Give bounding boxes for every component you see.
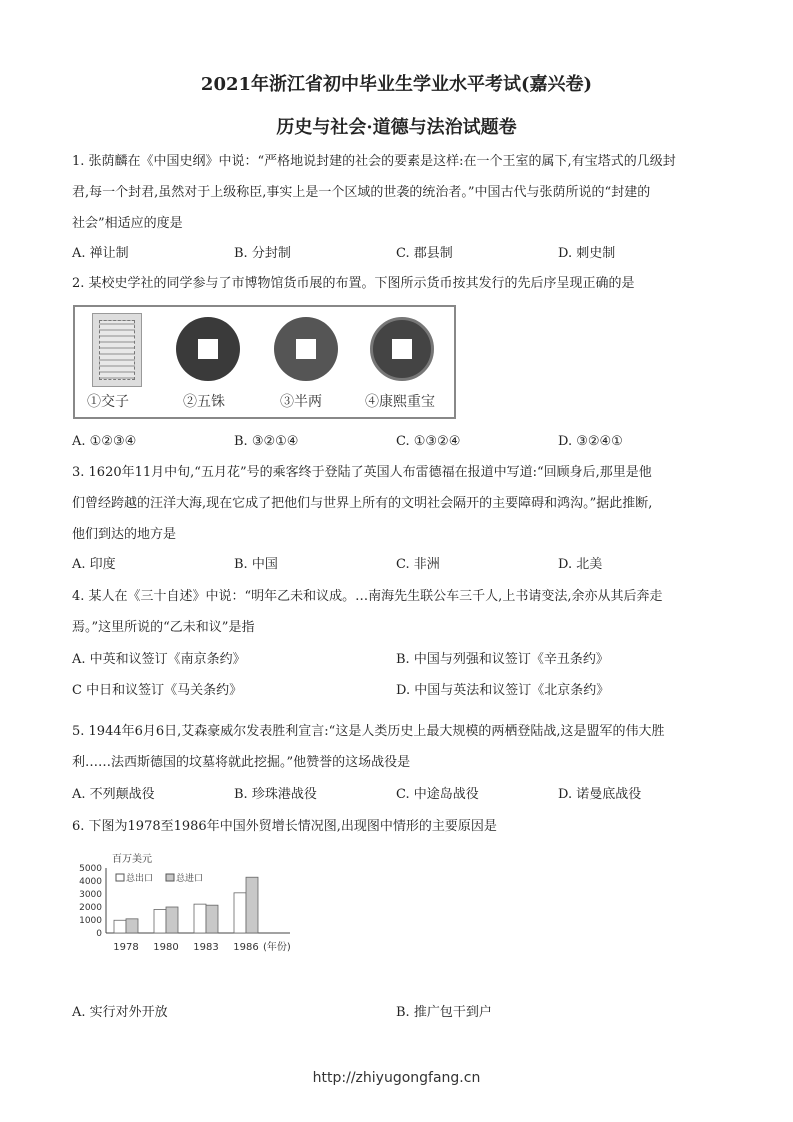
coin-caption-3: ③半两 (280, 394, 322, 410)
q4-option-d: D. 中国与英法和议签订《北京条约》 (396, 683, 610, 698)
q1-option-d: D. 刺史制 (558, 246, 616, 261)
question-6 (72, 811, 728, 842)
bar-export-1986 (234, 893, 246, 933)
question-5-line-1: 5. 1944年6月6日,艾森豪威尔发表胜利宣言:“这是人类历史上最大规模的两栖登陆战,这是盟军的伟大胜 (72, 724, 665, 739)
question-2 (72, 268, 728, 299)
bar-import-1978 (126, 919, 138, 933)
question-4-line-2: 焉。”这里所说的“乙未和议”是指 (72, 620, 255, 635)
bar-export-1978 (114, 920, 126, 933)
bar-import-1986 (246, 877, 258, 933)
q6-option-a: A. 实行对外开放 (72, 1005, 168, 1020)
question-1-line-3: 社会”相适应的度是 (72, 216, 183, 231)
q3-option-d: D. 北美 (558, 557, 603, 572)
q3-option-b: B. 中国 (234, 557, 278, 572)
wuzhu-coin-image (176, 317, 240, 381)
chart-x-axis-label: (年份) (263, 942, 291, 953)
question-3 (72, 457, 728, 550)
q3-option-c: C. 非洲 (396, 557, 440, 572)
question-1 (72, 146, 728, 239)
q2-option-c: C. ①③②④ (396, 434, 461, 449)
kangxi-coin-image (370, 317, 434, 381)
question-3-line-3: 他们到达的地方是 (72, 527, 177, 542)
q4-option-a: A. 中英和议签订《南京条约》 (72, 652, 246, 667)
bar-import-1983 (206, 905, 218, 933)
x-tick-label: 1980 (153, 942, 179, 953)
exam-subtitle: 历史与社会·道德与法治试题卷 (276, 117, 517, 138)
q5-option-c: C. 中途岛战役 (396, 787, 479, 802)
chart-y-axis-label: 百万美元 (112, 854, 152, 865)
q6-option-b: B. 推广包干到户 (396, 1005, 492, 1020)
q1-option-a: A. 禅让制 (72, 246, 129, 261)
q1-option-c: C. 郡县制 (396, 246, 453, 261)
y-tick-label: 3000 (79, 890, 102, 900)
question-3-line-2: 们曾经跨越的汪洋大海,现在它成了把他们与世界上所有的文明社会隔开的主要障碍和鸿沟。”据此推断, (72, 496, 653, 511)
jiaozi-note-image (92, 313, 142, 387)
legend-swatch-import (166, 874, 174, 881)
trade-bar-chart (70, 848, 310, 960)
q5-option-b: B. 珍珠港战役 (234, 787, 317, 802)
legend-swatch-export (116, 874, 124, 881)
question-6-line-1: 6. 下图为1978至1986年中国外贸增长情况图,出现图中情形的主要原因是 (72, 819, 497, 834)
question-4-line-1: 4. 某人在《三十自述》中说：“明年乙未和议成。…南海先生联公车三千人,上书请变法,余亦从其后奔走 (72, 589, 663, 604)
banliang-coin-image (274, 317, 338, 381)
coin-caption-2: ②五铢 (183, 394, 225, 410)
q5-option-d: D. 诺曼底战役 (558, 787, 642, 802)
question-2-line-1: 2. 某校史学社的同学参与了市博物馆货币展的布置。下图所示货币按其发行的先后序呈现正确的是 (72, 276, 635, 291)
q4-option-c: C 中日和议签订《马关条约》 (72, 683, 243, 698)
x-tick-label: 1983 (193, 942, 219, 953)
question-1-line-1: 1. 张荫麟在《中国史纲》中说：“严格地说封建的社会的要素是这样:在一个王室的属下,有宝塔式的几级封 (72, 154, 676, 169)
question-3-line-1: 3. 1620年11月中旬,“五月花”号的乘客终于登陆了英国人布雷德福在报道中写道:“回顾身后,那里是他 (72, 465, 652, 480)
q2-option-b: B. ③②①④ (234, 434, 299, 449)
legend-label-export: 总出口 (126, 874, 154, 884)
q5-option-a: A. 不列颠战役 (72, 787, 155, 802)
question-5 (72, 716, 728, 778)
legend-label-import: 总进口 (176, 874, 204, 884)
footer-url: http://zhiyugongfang.cn (312, 1070, 481, 1086)
coin-figure (73, 305, 456, 419)
y-tick-label: 4000 (79, 877, 102, 887)
x-tick-label: 1986 (233, 942, 259, 953)
coin-caption-4: ④康熙重宝 (365, 394, 435, 410)
q4-option-b: B. 中国与列强和议签订《辛丑条约》 (396, 652, 609, 667)
y-tick-label: 0 (96, 929, 102, 939)
question-5-line-2: 利……法西斯德国的坟墓将就此挖掘。”他赞誉的这场战役是 (72, 755, 411, 770)
question-1-line-2: 君,每一个封君,虽然对于上级称臣,事实上是一个区域的世袭的统治者。”中国古代与张荫所说的“封建的 (72, 185, 651, 200)
question-4 (72, 581, 728, 643)
q2-option-d: D. ③②④① (558, 434, 623, 449)
exam-title: 2021年浙江省初中毕业生学业水平考试(嘉兴卷) (200, 74, 593, 95)
y-tick-label: 2000 (79, 903, 102, 913)
y-tick-label: 5000 (79, 864, 102, 874)
y-tick-label: 1000 (79, 916, 102, 926)
coin-caption-1: ①交子 (87, 394, 129, 410)
bar-export-1980 (154, 909, 166, 933)
bar-import-1980 (166, 907, 178, 933)
q1-option-b: B. 分封制 (234, 246, 291, 261)
q2-option-a: A. ①②③④ (72, 434, 137, 449)
q3-option-a: A. 印度 (72, 557, 116, 572)
x-tick-label: 1978 (113, 942, 139, 953)
bar-export-1983 (194, 904, 206, 933)
